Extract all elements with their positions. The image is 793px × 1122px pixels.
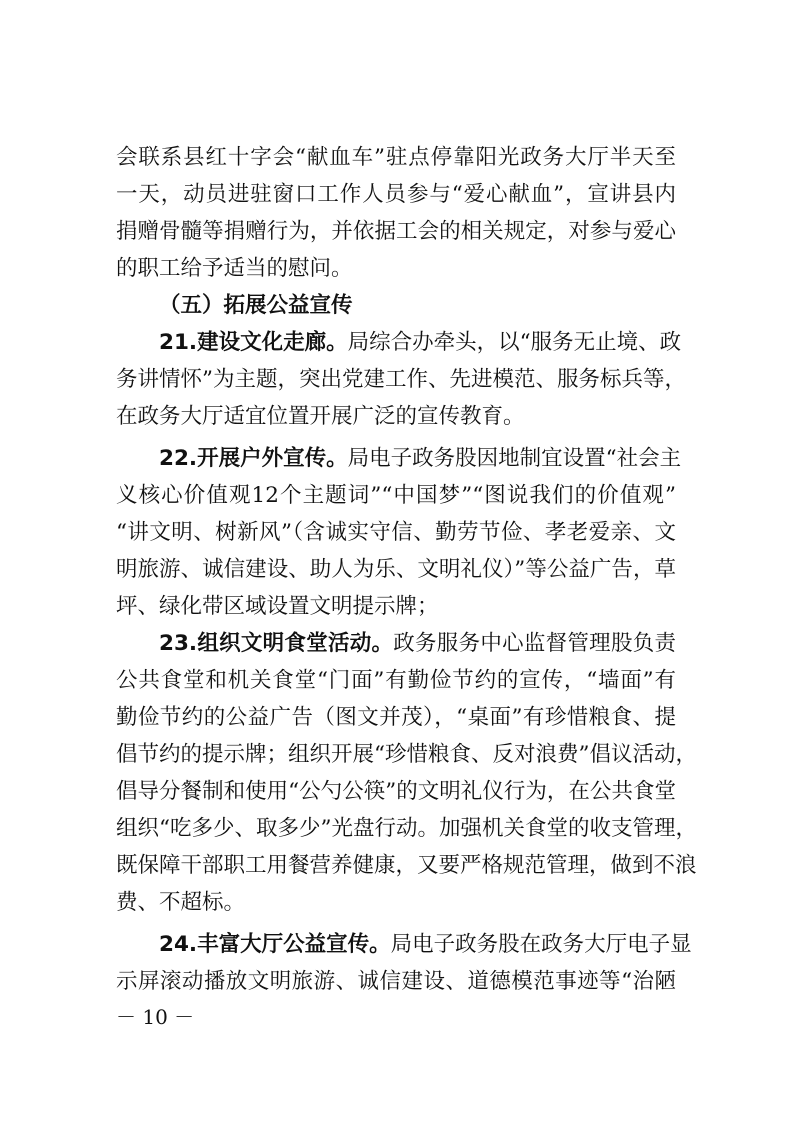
paragraph-line: 既保障干部职工用餐营养健康，又要严格规范管理，做到不浪 xyxy=(116,853,697,878)
item-23-first-text: 政务服务中心监督管理股负责 xyxy=(393,631,676,656)
paragraph-line: 倡导分餐制和使用“公勺公筷”的文明礼仪行为，在公共食堂 xyxy=(116,779,676,804)
paragraph-line: 会联系县红十字会“献血车”驻点停靠阳光政务大厅半天至 xyxy=(116,145,676,170)
paragraph-line: 一天，动员进驻窗口工作人员参与“爱心献血”，宣讲县内 xyxy=(116,182,676,207)
paragraph-line: 坪、绿化带区域设置文明提示牌； xyxy=(116,594,439,619)
item-24-lead: 24.丰富大厅公益宣传。 xyxy=(159,932,391,957)
paragraph-line: 的职工给予适当的慰问。 xyxy=(116,256,353,281)
paragraph-line: “讲文明、树新风”（含诚实守信、勤劳节俭、孝老爱亲、文 xyxy=(116,520,676,545)
item-24-first-line xyxy=(159,927,692,963)
paragraph-line: 明旅游、诚信建设、助人为乐、文明礼仪）”等公益广告，草 xyxy=(116,557,676,582)
item-22-lead: 22.开展户外宣传。 xyxy=(159,446,348,471)
item-22-first-text: 局电子政务股因地制宜设置“社会主 xyxy=(347,446,682,471)
paragraph-line: 义核心价值观12个主题词”“中国梦”“图说我们的价值观” xyxy=(116,483,676,508)
item-22-first-line xyxy=(159,441,682,477)
item-24-first-text: 局电子政务股在政务大厅电子显 xyxy=(390,932,692,957)
page-number: － 10 － xyxy=(116,1005,195,1029)
paragraph-line: 示屏滚动播放文明旅游、诚信建设、道德模范事迹等“治陋 xyxy=(116,969,676,994)
paragraph-line: 倡节约的提示牌；组织开展“珍惜粮食、反对浪费”倡议活动， xyxy=(116,742,697,767)
item-21-first-line xyxy=(159,325,682,361)
item-23-lead: 23.组织文明食堂活动。 xyxy=(159,631,394,656)
section-heading: （五）拓展公益宣传 xyxy=(159,293,353,318)
item-21-first-text: 局综合办牵头，以“服务无止境、政 xyxy=(347,330,682,355)
paragraph-line: 组织“吃多少、取多少”光盘行动。加强机关食堂的收支管理， xyxy=(116,816,697,841)
paragraph-line: 勤俭节约的公益广告（图文并茂），“桌面”有珍惜粮食、提 xyxy=(116,705,676,730)
item-23-first-line xyxy=(159,626,676,662)
paragraph-line: 务讲情怀”为主题，突出党建工作、先进模范、服务标兵等， xyxy=(116,367,686,392)
item-21-lead: 21.建设文化走廊。 xyxy=(159,330,348,355)
paragraph-line: 公共食堂和机关食堂“门面”有勤俭节约的宣传，“墙面”有 xyxy=(116,668,676,693)
paragraph-line: 捐赠骨髓等捐赠行为，并依据工会的相关规定，对参与爱心 xyxy=(116,219,676,244)
paragraph-line: 在政务大厅适宜位置开展广泛的宣传教育。 xyxy=(116,404,525,429)
paragraph-line: 费、不超标。 xyxy=(116,890,246,915)
